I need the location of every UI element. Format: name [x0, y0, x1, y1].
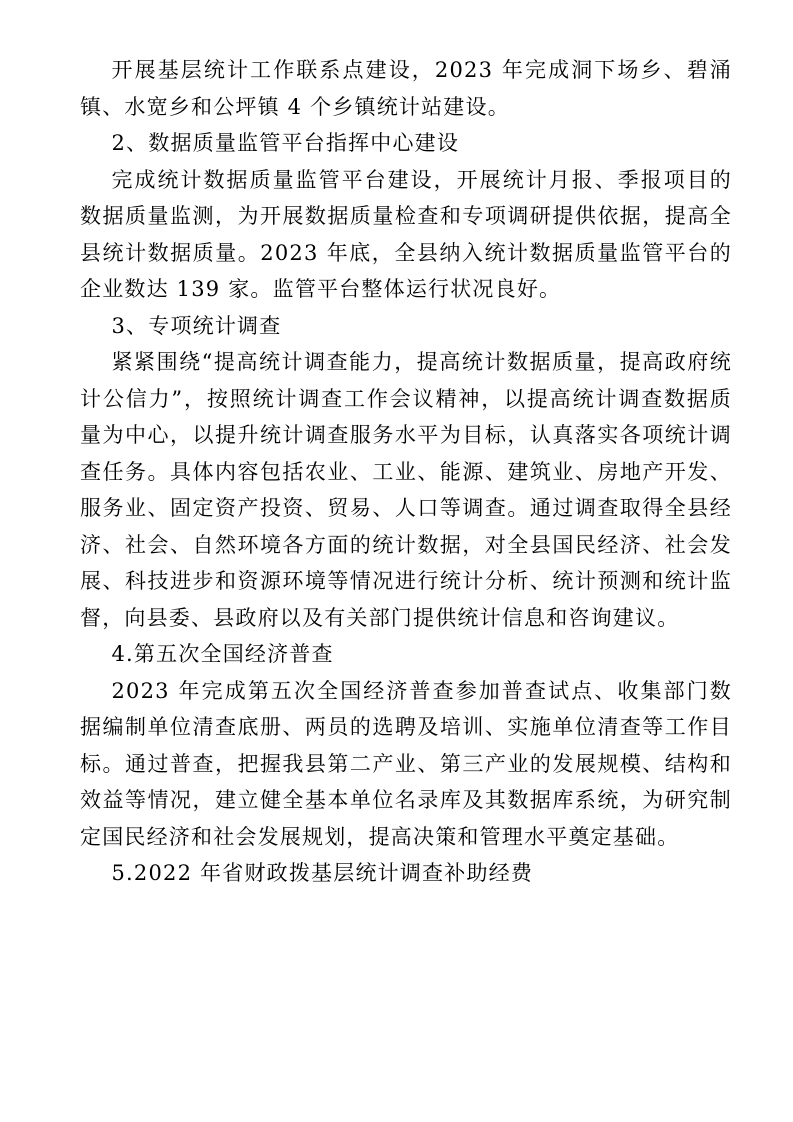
paragraph-special-survey: 紧紧围绕“提高统计调查能力，提高统计数据质量，提高政府统计公信力”，按照统计调查工作会议精神，以提高统计调查数据质量为中心，以提升统计调查服务水平为目标，认真落实各项统计调查任务。具体内容包括农业、工业、能源、建筑业、房地产开发、服务业、固定资产投资、贸易、人口等调查。通过调查取得全县经济、社会、自然环境各方面的统计数据，对全县国民经济、社会发展、科技进步和资源环境等情况进行统计分析、统计预测和统计监督，向县委、县政府以及有关部门提供统计信息和咨询建议。	[80, 350, 732, 630]
paragraph-station-construction: 开展基层统计工作联系点建设，2023 年完成洞下场乡、碧涌镇、水宽乡和公坪镇 4 个乡镇统计站建设。	[80, 58, 732, 119]
heading-data-quality-platform: 2、数据质量监管平台指挥中心建设	[111, 131, 460, 155]
document-page	[80, 52, 732, 892]
heading-economic-census: 4.第五次全国经济普查	[111, 642, 334, 666]
heading-subsidy-funds: 5.2022 年省财政拨基层统计调查补助经费	[111, 861, 534, 885]
paragraph-economic-census: 2023 年完成第五次全国经济普查参加普查试点、收集部门数据编制单位清查底册、两员的选聘及培训、实施单位清查等工作目标。通过普查，把握我县第二产业、第三产业的发展规模、结构和效益等情况，建立健全基本单位名录库及其数据库系统，为研究制定国民经济和社会发展规划，提高决策和管理水平奠定基础。	[80, 678, 732, 849]
paragraph-data-quality-platform: 完成统计数据质量监管平台建设，开展统计月报、季报项目的数据质量监测，为开展数据质量检查和专项调研提供依据，提高全县统计数据质量。2023 年底，全县纳入统计数据质量监管平台的企业数达 139 家。监管平台整体运行状况良好。	[80, 167, 732, 301]
heading-special-survey: 3、专项统计调查	[111, 313, 282, 338]
